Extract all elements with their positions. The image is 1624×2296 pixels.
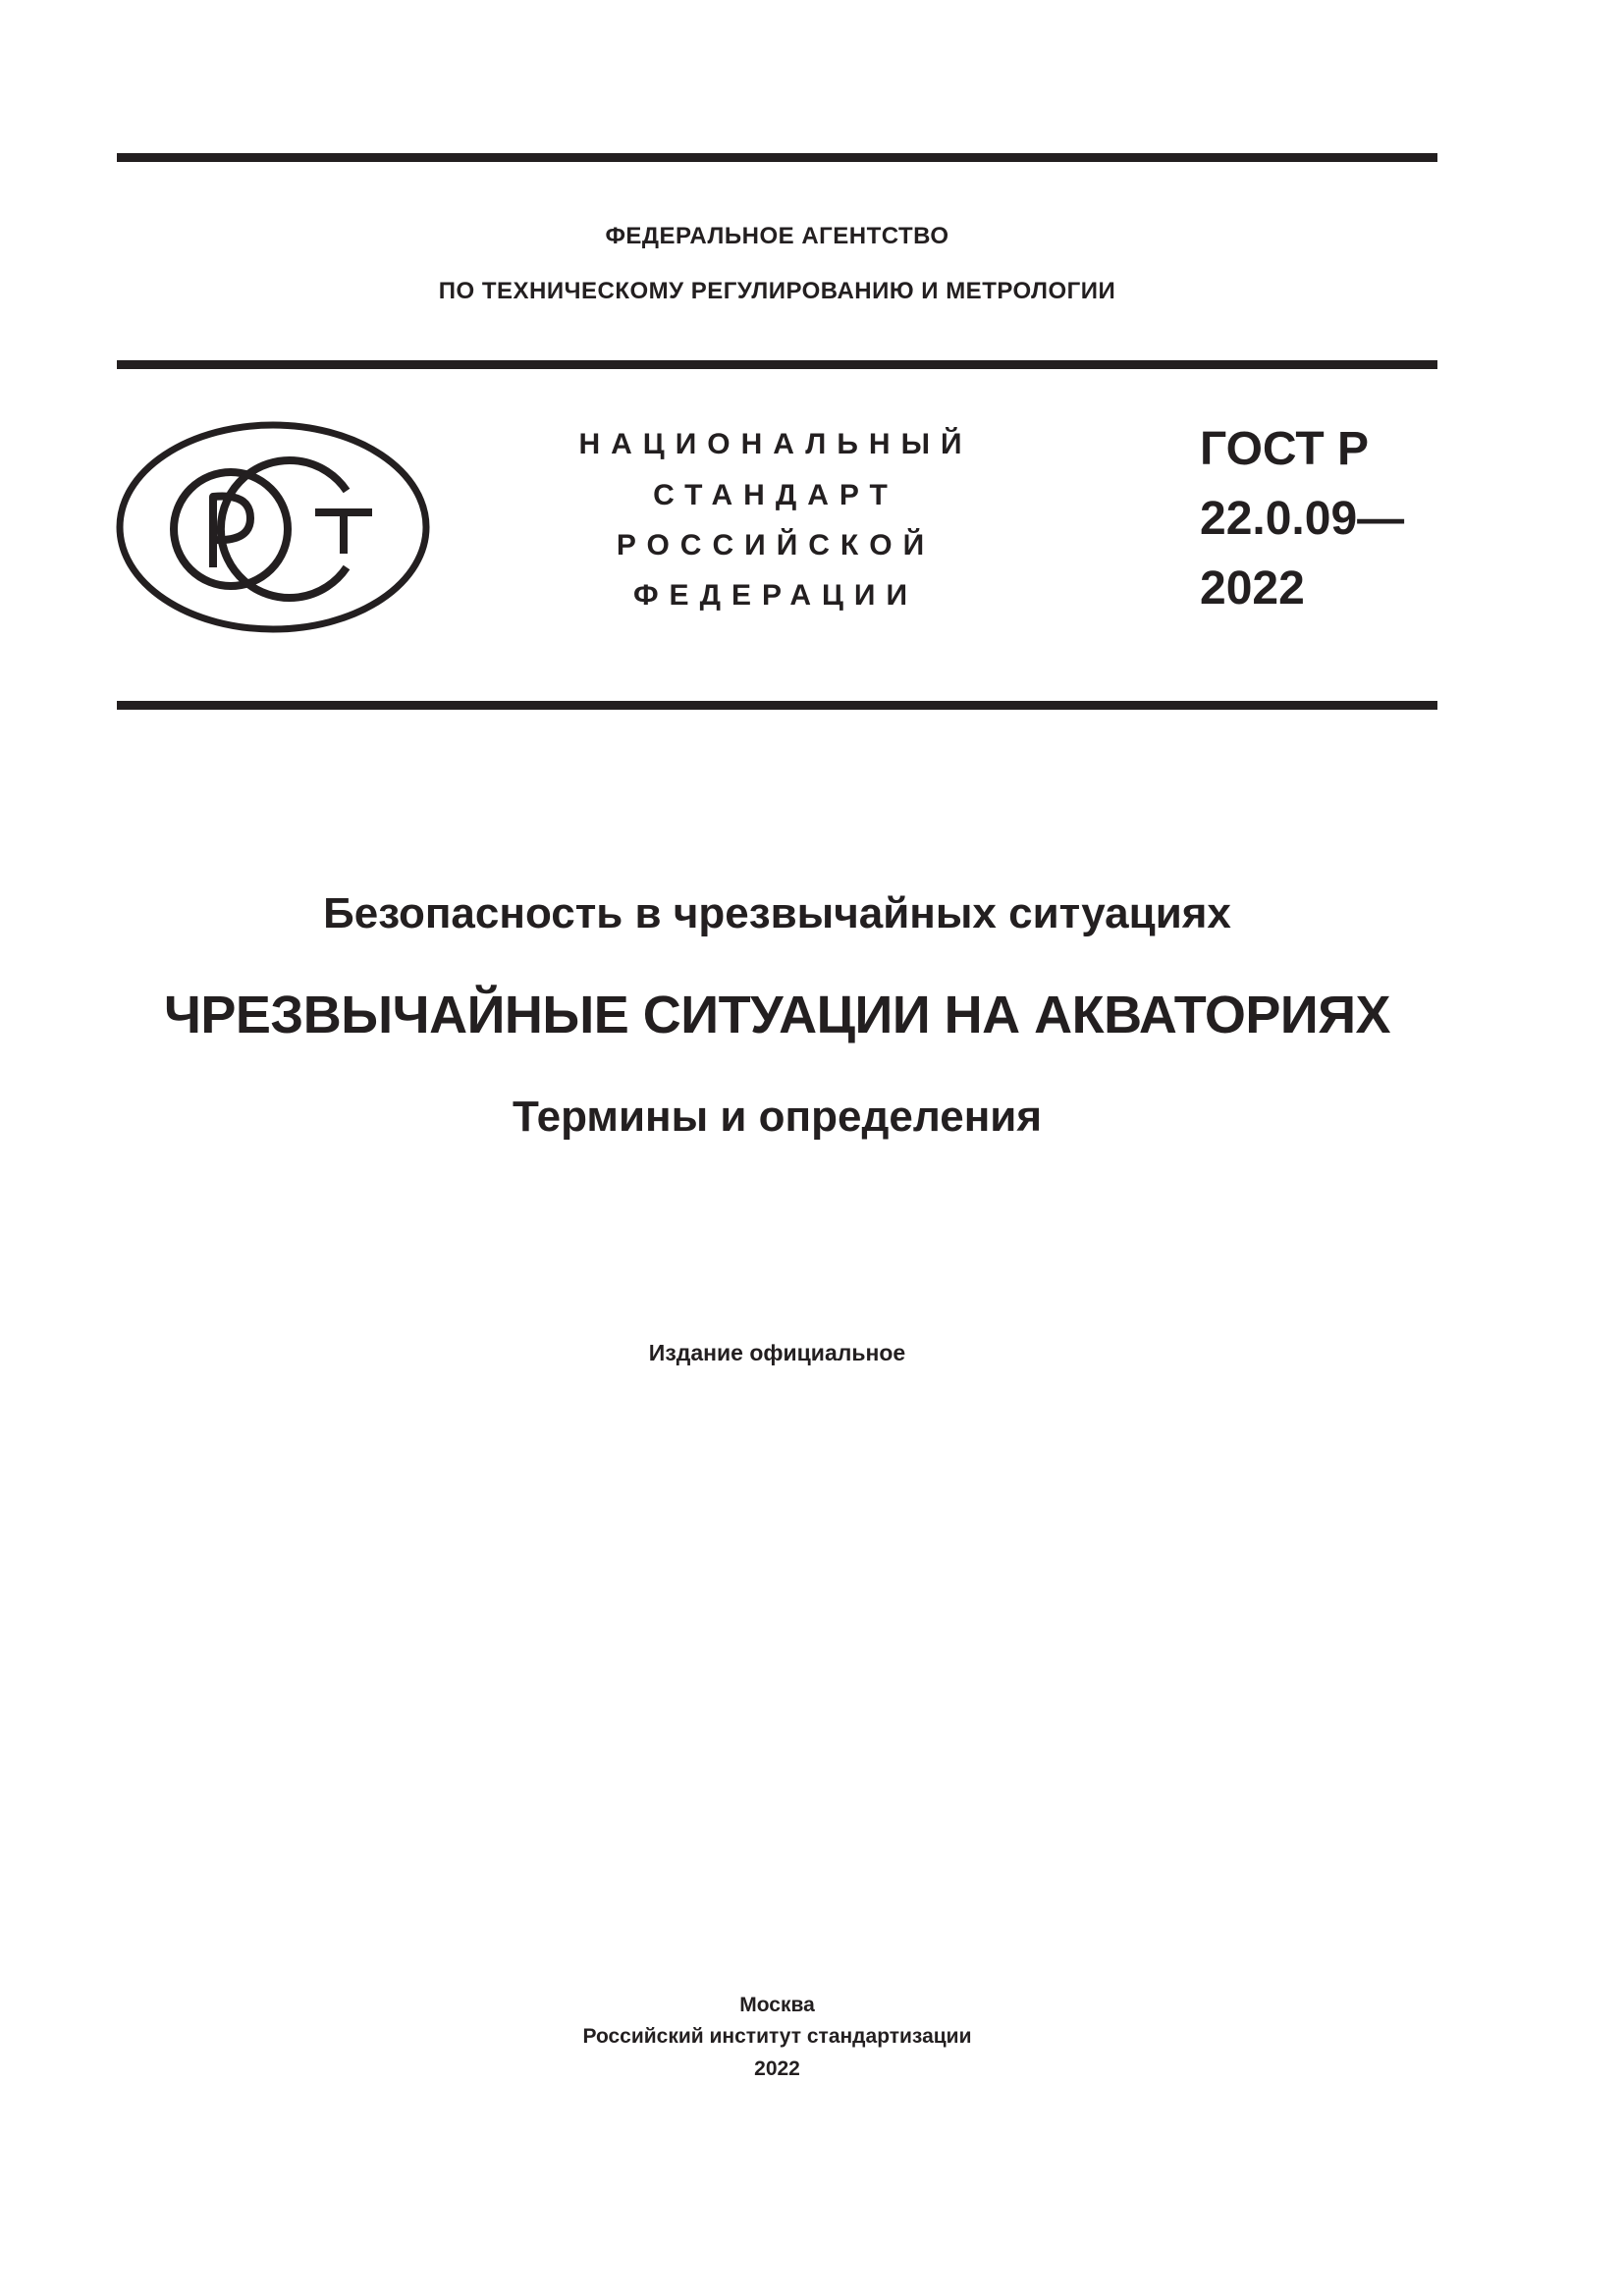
edition-note: Издание официальное xyxy=(648,1340,906,1365)
document-title-subtitle: Термины и определения xyxy=(512,1093,1043,1141)
standard-type-line-2: СТАНДАРТ xyxy=(653,479,898,511)
masthead-bottom-rule xyxy=(117,701,1437,710)
standard-type-line-4: ФЕДЕРАЦИИ xyxy=(632,579,919,612)
document-title-main: ЧРЕЗВЫЧАЙНЫЕ СИТУАЦИИ НА АКВАТОРИЯХ xyxy=(163,986,1391,1044)
agency-name-line-2: ПО ТЕХНИЧЕСКОМУ РЕГУЛИРОВАНИЮ И МЕТРОЛОГИИ xyxy=(438,278,1116,304)
standard-type-line-3: РОССИЙСКОЙ xyxy=(616,529,936,561)
imprint-city: Москва xyxy=(739,1994,815,2016)
standard-designation-line-3: 2022 xyxy=(1200,562,1305,614)
imprint-publisher: Российский институт стандартизации xyxy=(582,2025,972,2048)
rst-certification-mark-icon xyxy=(115,420,431,634)
standard-designation-line-2: 22.0.09— xyxy=(1200,493,1405,545)
header-rule xyxy=(117,360,1437,369)
imprint-year: 2022 xyxy=(754,2057,800,2080)
top-rule xyxy=(117,153,1437,162)
document-title-domain: Безопасность в чрезвычайных ситуациях xyxy=(323,889,1231,937)
agency-name-line-1: ФЕДЕРАЛЬНОЕ АГЕНТСТВО xyxy=(605,223,949,249)
standard-type-line-1: НАЦИОНАЛЬНЫЙ xyxy=(578,428,973,460)
standard-designation-line-1: ГОСТ Р xyxy=(1200,423,1370,475)
